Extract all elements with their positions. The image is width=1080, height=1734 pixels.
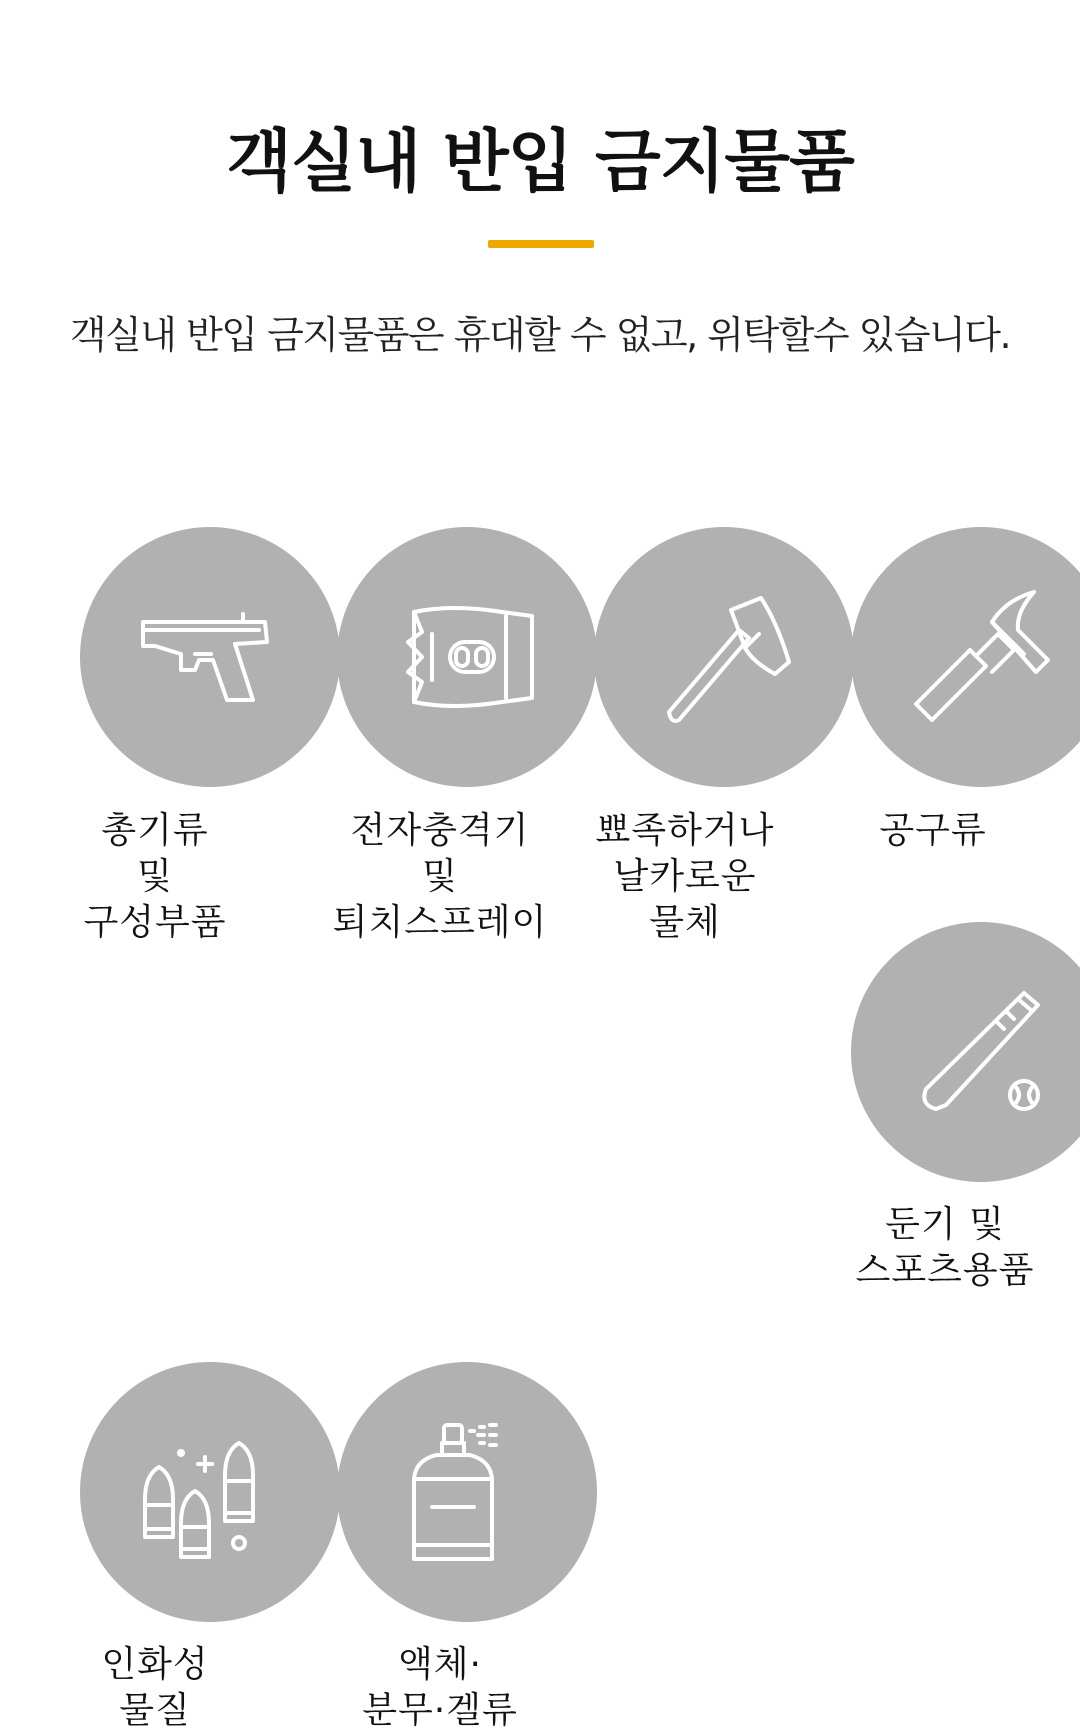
- item-label: 뾰족하거나 날카로운 물체: [595, 810, 775, 943]
- page-title: 객실내 반입 금지물품: [226, 123, 854, 202]
- item-circle: [80, 1362, 340, 1622]
- axe-icon: [649, 582, 799, 732]
- bullets-icon: [135, 1417, 285, 1567]
- item-label: 총기류 및 구성부품: [83, 810, 227, 943]
- page-subtitle: 객실내 반입 금지물품은 휴대할 수 없고, 위탁할수 있습니다.: [69, 313, 1011, 357]
- item-circle: [851, 922, 1080, 1182]
- baseball-bat-icon: [906, 977, 1056, 1127]
- item-label: 둔기 및 스포츠용품: [855, 1204, 1035, 1291]
- item-label: 인화성 물질: [101, 1644, 209, 1731]
- item-circle: [337, 527, 597, 787]
- item-circle: [337, 1362, 597, 1622]
- title-underline: [488, 240, 594, 248]
- stun-gun-icon: [392, 582, 542, 732]
- item-label: 공구류: [879, 810, 987, 851]
- hammer-icon: [906, 582, 1056, 732]
- item-circle: [594, 527, 854, 787]
- spray-can-icon: [392, 1417, 542, 1567]
- pistol-icon: [135, 582, 285, 732]
- item-label: 액체· 분무·겔류: [362, 1644, 518, 1731]
- item-label: 전자충격기 및 퇴치스프레이: [332, 810, 548, 943]
- item-circle: [851, 527, 1080, 787]
- item-circle: [80, 527, 340, 787]
